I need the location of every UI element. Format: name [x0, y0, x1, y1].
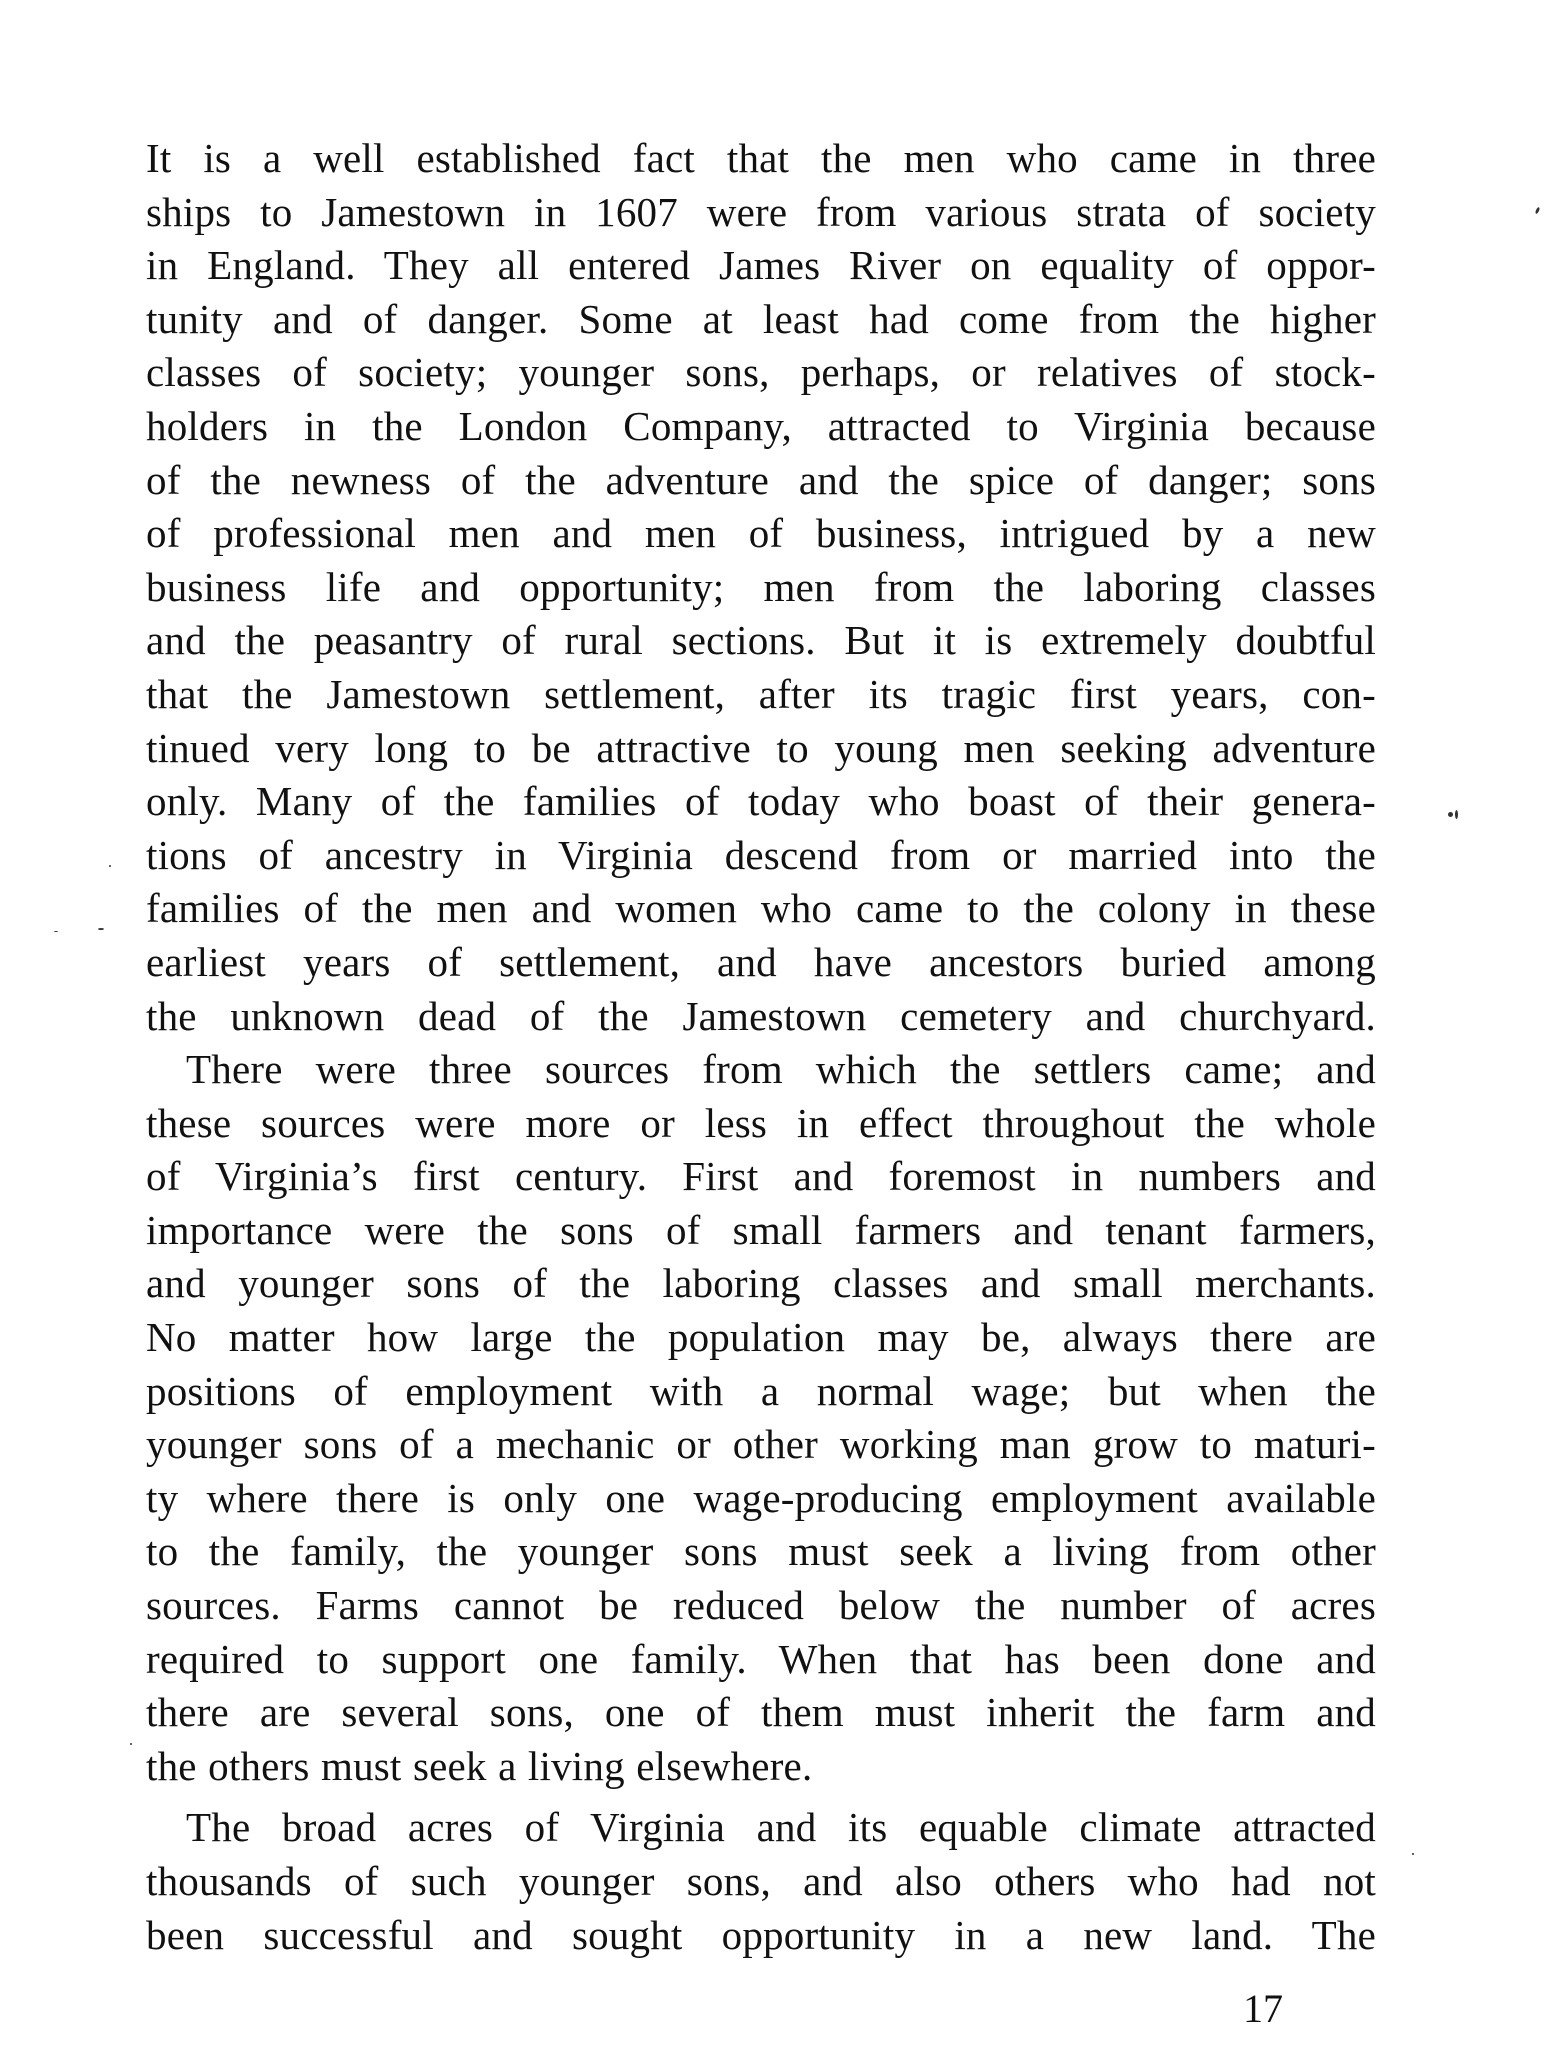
- text-line: only. Many of the families of today who boast of their genera-: [146, 778, 1376, 825]
- text-line: ships to Jamestown in 1607 were from various strata of society: [146, 188, 1376, 235]
- scan-speck: [1535, 207, 1541, 215]
- text-line: tunity and of danger. Some at least had come from the higher: [146, 295, 1376, 342]
- scan-speck: [130, 1743, 132, 1745]
- text-line: and younger sons of the laboring classes and small merchants.: [146, 1260, 1376, 1307]
- scan-speck: [54, 931, 58, 932]
- text-line: importance were the sons of small farmers and tenant farmers,: [146, 1206, 1376, 1253]
- text-line: that the Jamestown settlement, after its tragic first years, con-: [146, 670, 1376, 717]
- scan-speck: [1412, 1853, 1414, 1855]
- text-line: been successful and sought opportunity in a new land. The: [146, 1911, 1376, 1958]
- text-line: sources. Farms cannot be reduced below the number of acres: [146, 1582, 1376, 1629]
- text-line: business life and opportunity; men from the laboring classes: [146, 563, 1376, 610]
- paragraph-1: [146, 132, 1376, 1043]
- text-line: and the peasantry of rural sections. But it is extremely doubtful: [146, 617, 1376, 664]
- text-line: there are several sons, one of them must inherit the farm and: [146, 1689, 1376, 1736]
- text-line: tions of ancestry in Virginia descend from or married into the: [146, 831, 1376, 878]
- text-line: There were three sources from which the settlers came; and: [186, 1046, 1376, 1093]
- text-line: the others must seek a living elsewhere.: [146, 1742, 813, 1789]
- scan-speck: [109, 865, 111, 867]
- scan-speck: [98, 928, 104, 930]
- text-line: required to support one family. When that has been done and: [146, 1635, 1376, 1682]
- scan-speck: [1448, 812, 1453, 817]
- text-line: in England. They all entered James River on equality of oppor-: [146, 242, 1376, 289]
- text-line: It is a well established fact that the men who came in three: [146, 135, 1376, 181]
- text-line: to the family, the younger sons must seek a living from other: [146, 1528, 1376, 1575]
- text-line: younger sons of a mechanic or other working man grow to maturi-: [146, 1421, 1376, 1468]
- text-line: of the newness of the adventure and the spice of danger; sons: [146, 456, 1376, 503]
- paragraph-2: [146, 1043, 1376, 1793]
- text-line: ty where there is only one wage-producing employment available: [146, 1474, 1376, 1521]
- text-line: these sources were more or less in effect throughout the whole: [146, 1099, 1376, 1146]
- text-line: classes of society; younger sons, perhaps, or relatives of stock-: [146, 349, 1376, 396]
- text-line: of Virginia’s first century. First and foremost in numbers and: [146, 1153, 1376, 1200]
- text-line: holders in the London Company, attracted to Virginia because: [146, 402, 1376, 449]
- page-number: 17: [1243, 1986, 1283, 2031]
- paragraph-3: [146, 1801, 1376, 1962]
- text-line: earliest years of settlement, and have ancestors buried among: [146, 938, 1376, 985]
- scan-speck: [1455, 810, 1458, 819]
- text-line: of professional men and men of business, intrigued by a new: [146, 510, 1376, 557]
- page-body: [146, 132, 1376, 1962]
- text-line: the unknown dead of the Jamestown cemetery and churchyard.: [146, 992, 1376, 1039]
- text-line: The broad acres of Virginia and its equable climate attracted: [186, 1804, 1376, 1851]
- text-line: thousands of such younger sons, and also others who had not: [146, 1858, 1376, 1904]
- text-line: positions of employment with a normal wage; but when the: [146, 1367, 1376, 1414]
- text-line: tinued very long to be attractive to young men seeking adventure: [146, 724, 1376, 771]
- text-line: families of the men and women who came to the colony in these: [146, 885, 1376, 932]
- text-line: No matter how large the population may be, always there are: [146, 1314, 1376, 1361]
